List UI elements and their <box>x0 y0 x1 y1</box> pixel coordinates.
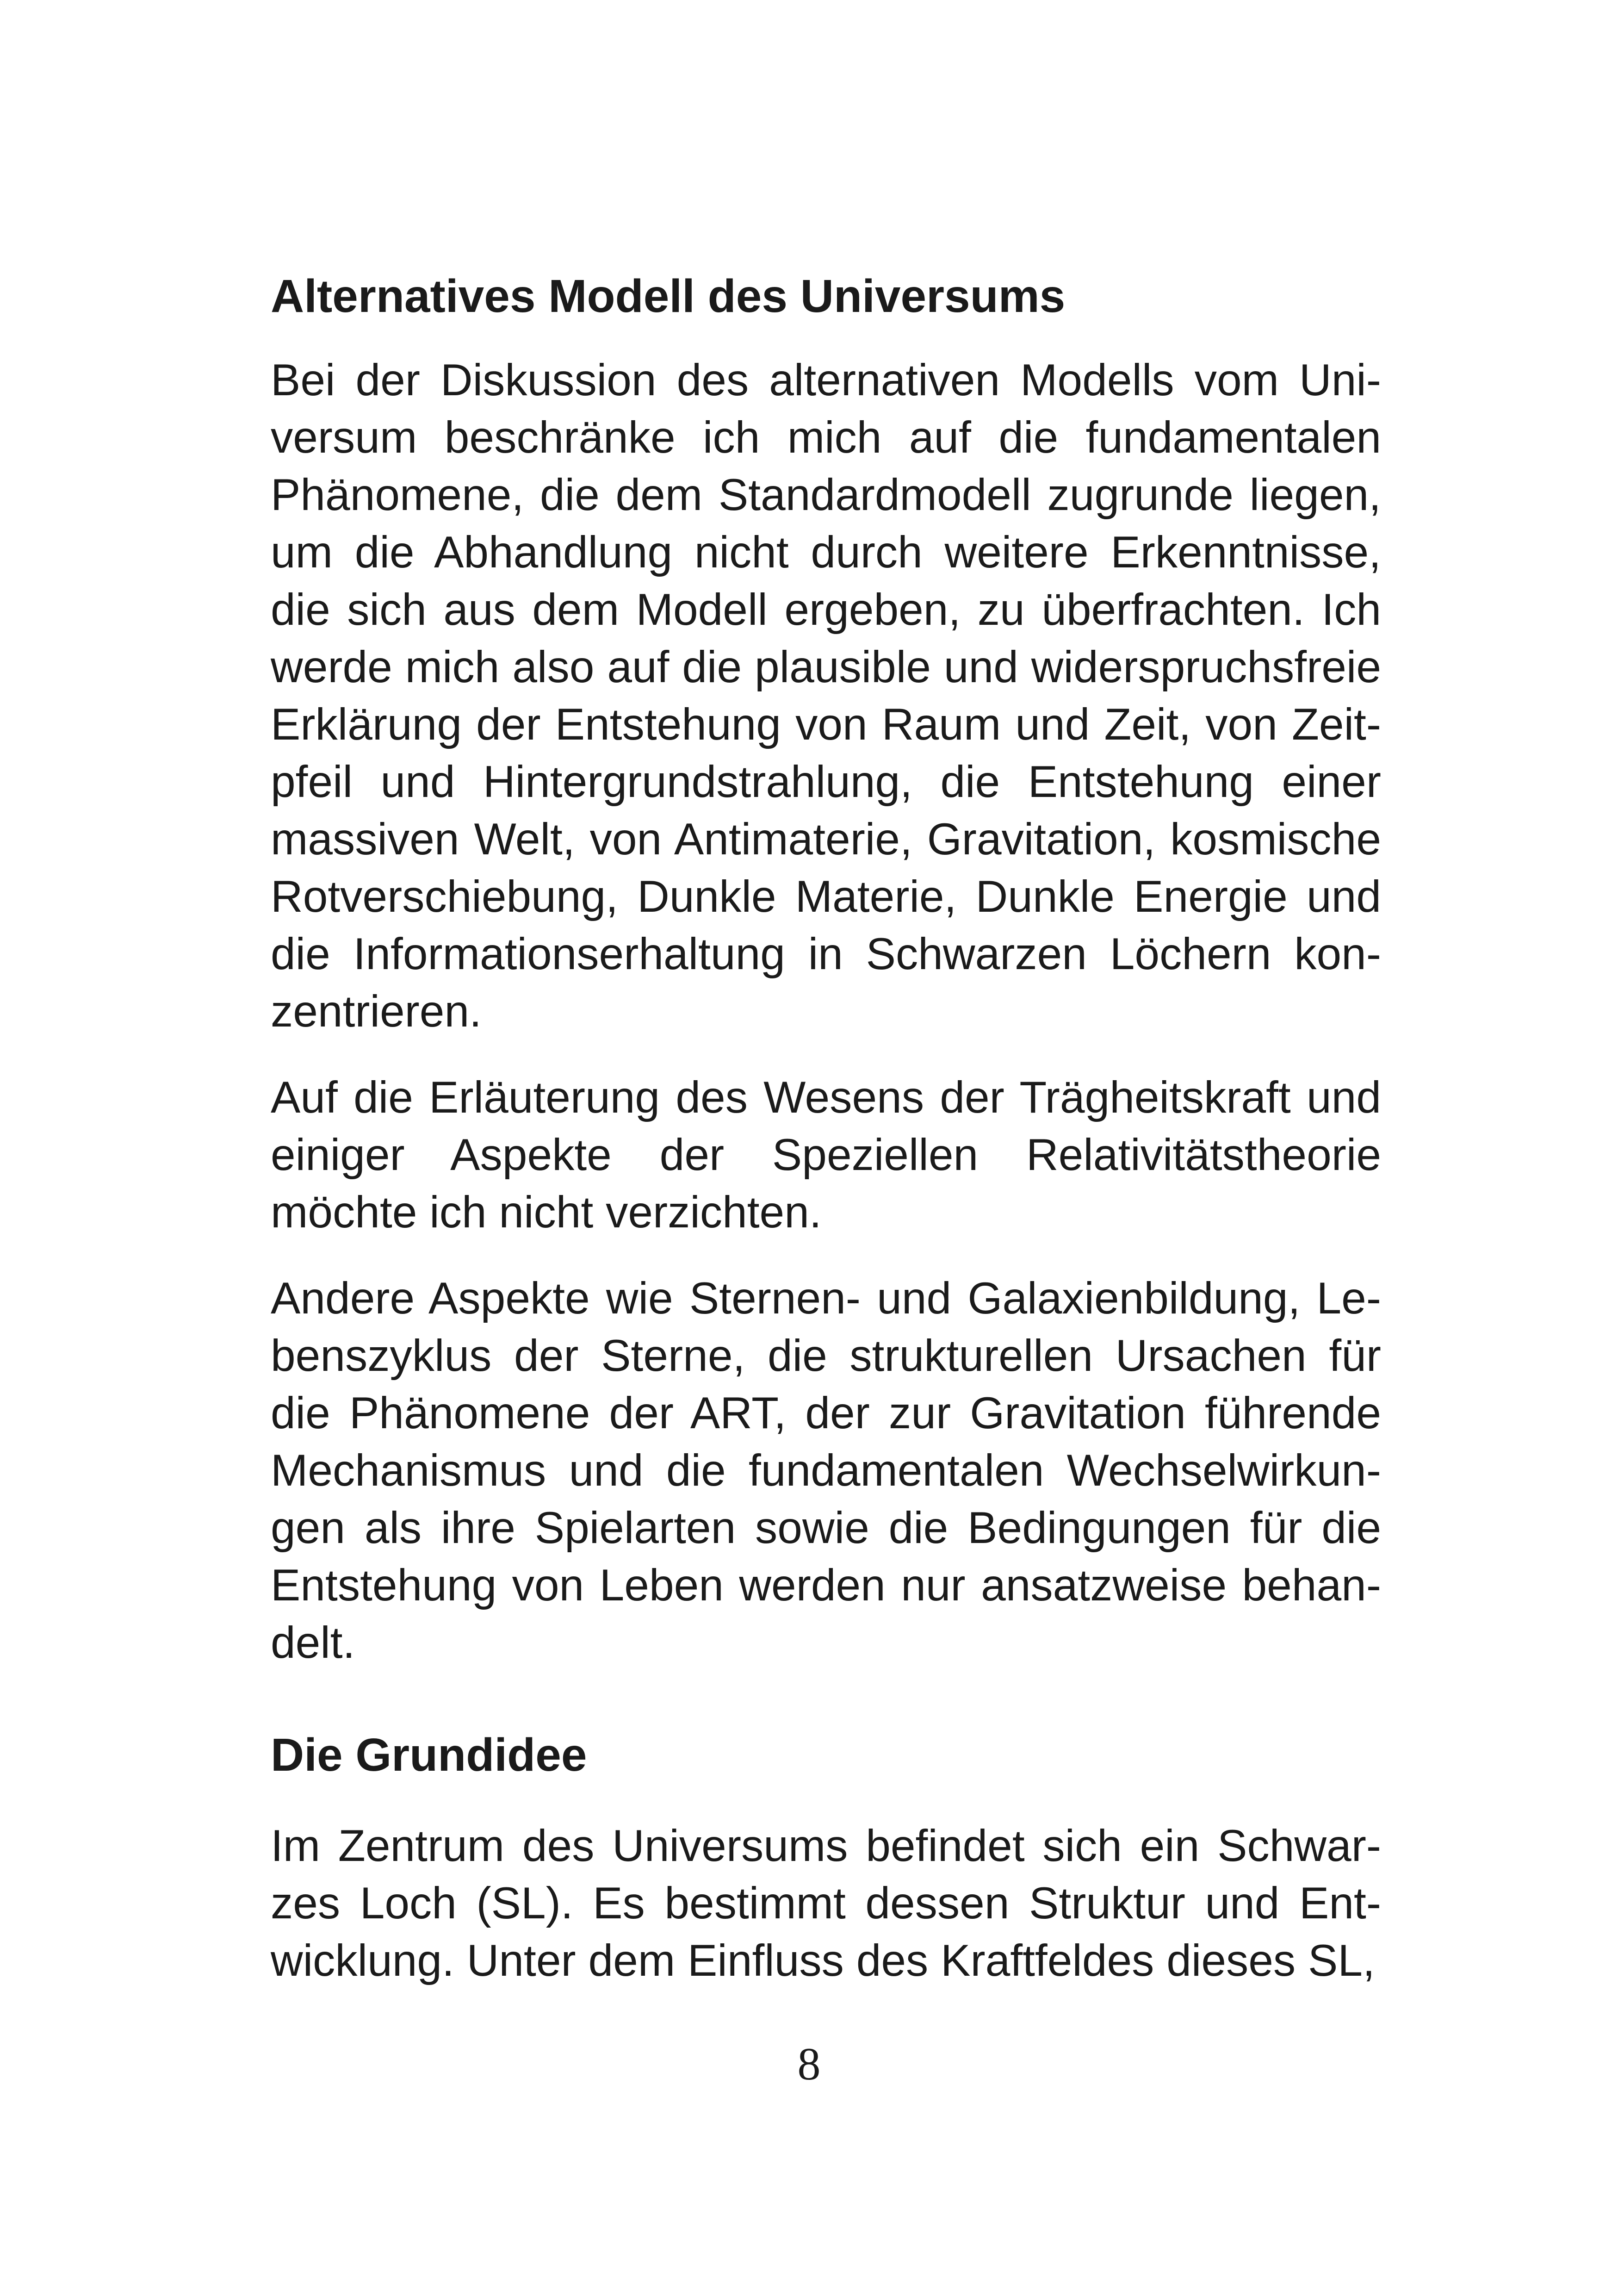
section-heading-basic-idea: Die Grundidee <box>271 1729 587 1781</box>
page-number: 8 <box>797 2038 821 2090</box>
paragraph-other-aspects: Andere Aspekte wie Sternen- und Galaxienbildung, Lebenszyklus der Sterne, die strukturellen Ursachen für die Phänomene der ART, der zur Gravitation führende Mechanismus und die fundamentalen Wechselwirkungen als ihre Spielarten sowie die Bedingungen für die Entstehung von Leben werden nur ansatzweise behandelt. <box>271 1274 1381 1668</box>
paragraph-discussion-scope: Bei der Diskussion des alternativen Modells vom Universum beschränke ich mich auf die fundamentalen Phänomene, die dem Standardmodell zugrunde liegen, um die Abhandlung nicht durch weitere Erkenntnisse, die sich aus dem Modell ergeben, zu überfrachten. Ich werde mich also auf die plausible und widerspruchsfreie Erklärung der Entstehung von Raum und Zeit, von Zeitpfeil und Hintergrundstrahlung, die Entstehung einer massiven Welt, von Antimaterie, Gravitation, kosmische Rotverschiebung, Dunkle Materie, Dunkle Energie und die Informationserhaltung in Schwarzen Löchern konzentrieren. <box>271 355 1381 1036</box>
page-content <box>271 264 1381 1990</box>
paragraph-inertia-relativity: Auf die Erläuterung des Wesens der Trägheitskraft und einiger Aspekte der Speziellen Relativitätstheorie möchte ich nicht verzichten. <box>271 1073 1381 1237</box>
paragraph-black-hole-center: Im Zentrum des Universums befindet sich ein Schwarzes Loch (SL). Es bestimmt dessen Struktur und Entwicklung. Unter dem Einfluss des Kraftfeldes dieses SL, <box>271 1821 1381 1985</box>
section-heading-alternative-model: Alternatives Modell des Universums <box>271 270 1066 322</box>
